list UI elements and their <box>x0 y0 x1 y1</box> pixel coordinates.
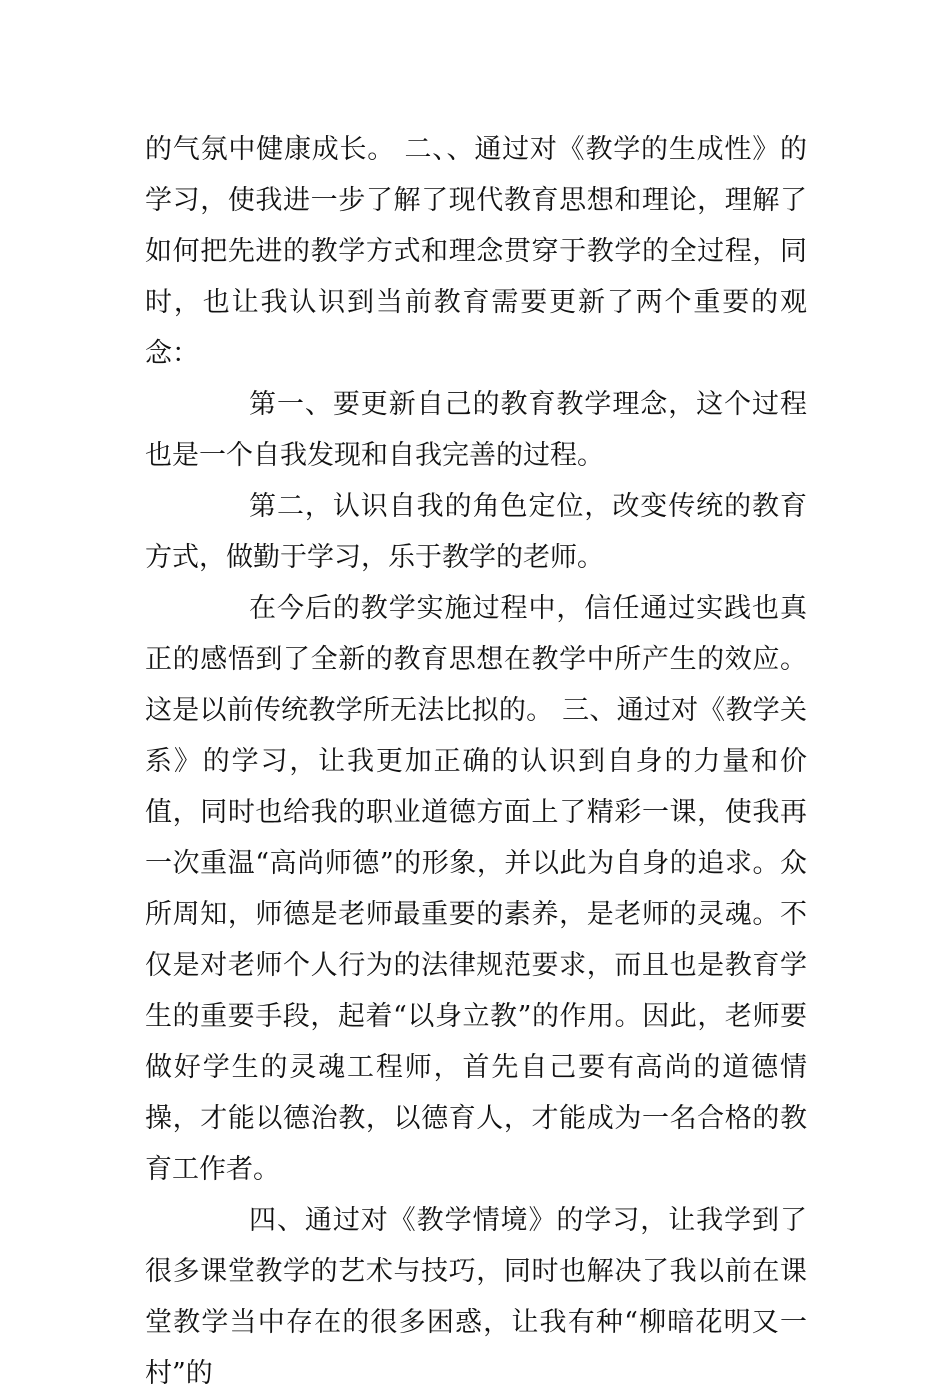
paragraph-4: 在今后的教学实施过程中，信任通过实践也真正的感悟到了全新的教育思想在教学中所产生的效应。这是以前传统教学所无法比拟的。 三、通过对《教学关系》的学习，让我更加正确的认识到自身的力量和价值，同时也给我的职业道德方面上了精彩一课，使我再一次重温“高尚师德”的形象，并以此为自身的追求。众所周知，师德是老师最重要的素养，是老师的灵魂。不仅是对老师个人行为的法律规范要求，而且也是教育学生的重要手段，起着“以身立教”的作用。因此，老师要做好学生的灵魂工程师，首先自己要有高尚的道德情操，才能以德治教，以德育人，才能成为一名合格的教育工作者。 <box>145 593 807 1185</box>
paragraph-2: 第一、要更新自己的教育教学理念，这个过程也是一个自我发现和自我完善的过程。 <box>145 389 807 471</box>
paragraph-5: 四、通过对《教学情境》的学习，让我学到了很多课堂教学的艺术与技巧，同时也解决了我以前在课堂教学当中存在的很多困惑，让我有种“柳暗花明又一村”的 <box>145 1205 807 1389</box>
paragraph-3: 第二，认识自我的角色定位，改变传统的教育方式，做勤于学习，乐于教学的老师。 <box>145 491 807 573</box>
paragraph-1: 的气氛中健康成长。 二、、通过对《教学的生成性》的学习，使我进一步了解了现代教育思想和理论，理解了如何把先进的教学方式和理念贯穿于教学的全过程，同时，也让我认识到当前教育需要更新了两个重要的观念： <box>145 134 807 369</box>
document-body <box>145 124 807 1399</box>
